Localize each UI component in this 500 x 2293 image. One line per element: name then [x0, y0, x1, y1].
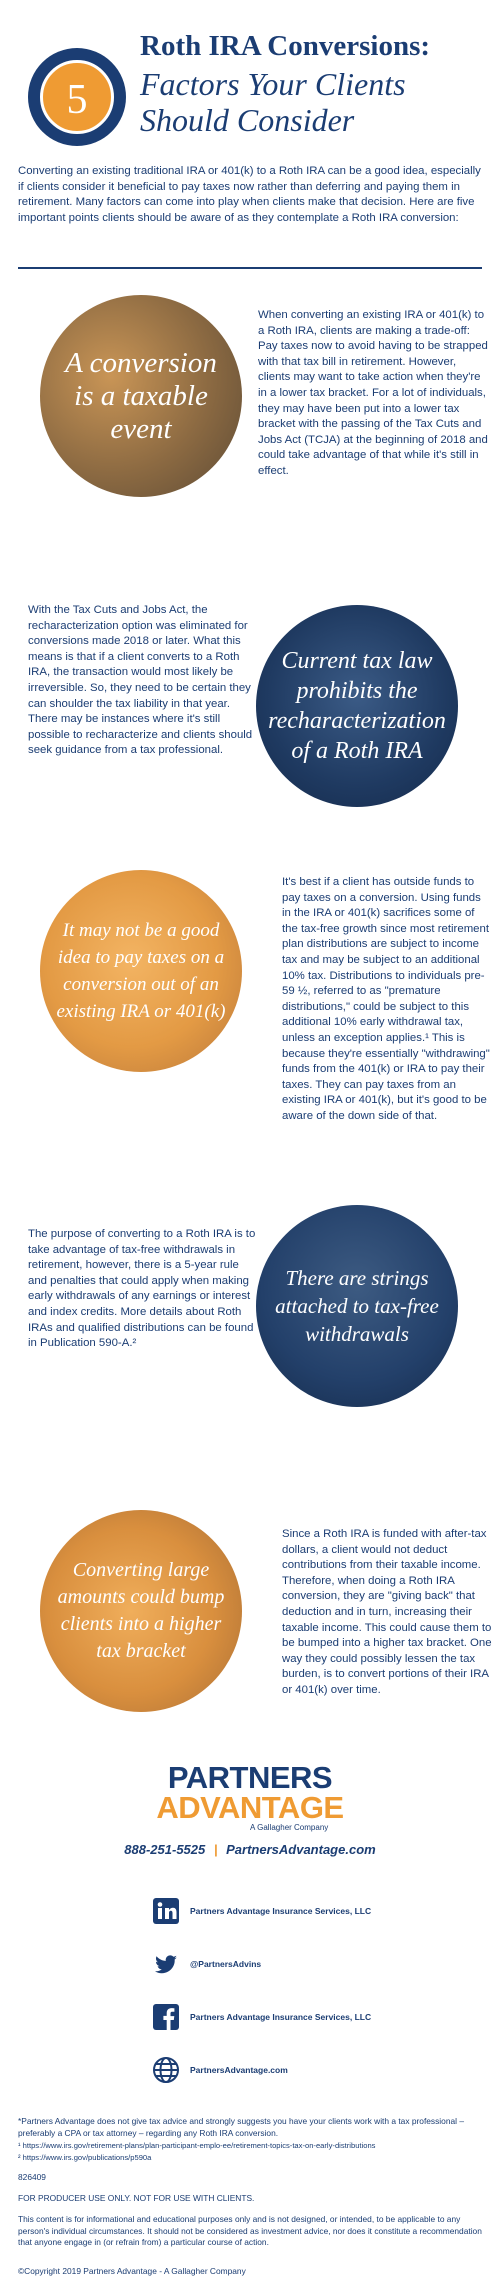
- page-subtitle: Factors Your Clients Should Consider: [140, 66, 406, 138]
- social-label-twitter[interactable]: @PartnersAdvins: [190, 1959, 262, 1969]
- section-body: When converting an existing IRA or 401(k) to a Roth IRA, clients are making a trade-off: Pay taxes now to avoid having to be strapped with that tax bill in retirement. However, clients may want to take action when they're in a lower tax bracket. For a lot of individuals, they may have been put into a lower tax bracket with the passing of the Tax Cuts and Jobs Act (TCJA) at the beginning of 2018 and could take advantage of that while it's still in effect.: [258, 309, 488, 477]
- logo-advantage: ADVANTAGE: [156, 1790, 344, 1825]
- section-body: With the Tax Cuts and Jobs Act, the recharacterization option was eliminated for conversions made 2018 or later. What this means is that if a client converts to a Roth IRA, the transaction would most likely be irreversible. So, they need to be certain they can shoulder the tax liability in that year. There may be instances where it's still possible to recharacterize and clients should seek guidance from a tax professional.: [28, 604, 253, 757]
- circle-image-taxable-event: [40, 295, 242, 497]
- circle-image-paying-taxes: [40, 870, 242, 1072]
- document-code: 826409: [18, 2172, 46, 2182]
- producer-use-notice: FOR PRODUCER USE ONLY. NOT FOR USE WITH CLIENTS.: [18, 2193, 255, 2203]
- social-label-linkedin[interactable]: Partners Advantage Insurance Services, LLC: [190, 1906, 372, 1916]
- divider: [18, 267, 482, 269]
- twitter-icon[interactable]: [152, 1950, 180, 1978]
- footnote-2[interactable]: ² https://www.irs.gov/publications/p590a: [18, 2153, 152, 2162]
- page-title: Roth IRA Conversions:: [140, 30, 431, 62]
- section-body: Since a Roth IRA is funded with after-tax dollars, a client would not deduct contributions from their taxable income. Therefore, when doing a Roth IRA conversion, they are "giving back" that deduction and in turn, increasing their taxable income. This could cause them to be bumped into a higher tax bracket. One way they could possibly lessen the tax burden, is to convert portions of their IRA or 401(k) over time.: [282, 1528, 492, 1696]
- social-label-website[interactable]: PartnersAdvantage.com: [190, 2065, 288, 2075]
- circle-caption: There are strings attached to tax-free withdrawals: [275, 1266, 439, 1346]
- informational-disclaimer: This content is for informational and educational purposes only and is not designed, or intended, to be applicable to any person's individual circumstances. It should not be considered as investment advice, nor does it constitute a recommendation that anyone engage in (or refrain from) a particular course of action.: [18, 2214, 482, 2247]
- tax-disclaimer: *Partners Advantage does not give tax advice and strongly suggests you have your clients work with a tax professional – preferably a CPA or tax attorney – regarding any Roth IRA conversion.: [18, 2116, 464, 2138]
- contact-line: [0, 1842, 500, 1857]
- circle-caption: It may not be a good idea to pay taxes on a conversion out of an existing IRA or 401(k): [56, 920, 226, 1022]
- phone-number[interactable]: 888-251-5525: [124, 1842, 206, 1857]
- circle-image-strings-attached: [256, 1205, 458, 1407]
- circle-image-tax-bracket: [40, 1510, 242, 1712]
- circle-caption: Converting large amounts could bump clients into a higher tax bracket: [57, 1559, 225, 1662]
- circle-caption: Current tax law prohibits the recharacterization of a Roth IRA: [268, 648, 446, 764]
- globe-icon[interactable]: [152, 2056, 180, 2084]
- facebook-icon[interactable]: [152, 2003, 180, 2031]
- circle-image-recharacterization: [256, 605, 458, 807]
- footnote-1[interactable]: ¹ https://www.irs.gov/retirement-plans/plan-participant-emplo-ee/retirement-topics-tax-on-early-distributions: [18, 2141, 376, 2150]
- social-label-facebook[interactable]: Partners Advantage Insurance Services, LLC: [190, 2012, 372, 2022]
- section-body: It's best if a client has outside funds to pay taxes on a conversion. Using funds in the IRA or 401(k) sacrifices some of the tax-free growth since most retirement plan distributions are subject to income tax and may be subject to an additional 10% tax. Distributions to individuals pre- 59 ½, referred to as "premature distributions," could be subject to this additional 10% early withdrawal tax, unless an exception applies.¹ This is because they're essentially "withdrawing" funds from the 401(k) or IRA to pay their taxes. They can pay taxes from an existing IRA or 401(k), but it's good to be aware of the down side of that.: [282, 876, 490, 1122]
- linkedin-icon[interactable]: [152, 1897, 180, 1925]
- section-body: The purpose of converting to a Roth IRA is to take advantage of tax-free withdrawals in retirement, however, there is a 5-year rule and penalties that could apply when making early withdrawals of any earnings or interest and index credits. More details about Roth IRAs and qualified distributions can be found in Publication 590-A.²: [28, 1228, 256, 1350]
- number-badge-value: 5: [40, 60, 114, 134]
- contact-separator: |: [213, 1842, 218, 1857]
- intro-paragraph: Converting an existing traditional IRA or 401(k) to a Roth IRA can be a good idea, especially if clients consider it beneficial to pay taxes now rather than deferring and paying them in retirement. Many factors can come into play when clients make that decision. Here are five important points clients should be aware of as they contemplate a Roth IRA conversion:: [18, 165, 481, 224]
- website-link[interactable]: PartnersAdvantage.com: [226, 1842, 376, 1857]
- logo-partners: PARTNERS: [167, 1760, 333, 1795]
- circle-caption: A conversion is a taxable event: [65, 346, 217, 445]
- logo-subtitle: A Gallagher Company: [250, 1823, 329, 1832]
- copyright: ©Copyright 2019 Partners Advantage - A Gallagher Company: [18, 2266, 246, 2276]
